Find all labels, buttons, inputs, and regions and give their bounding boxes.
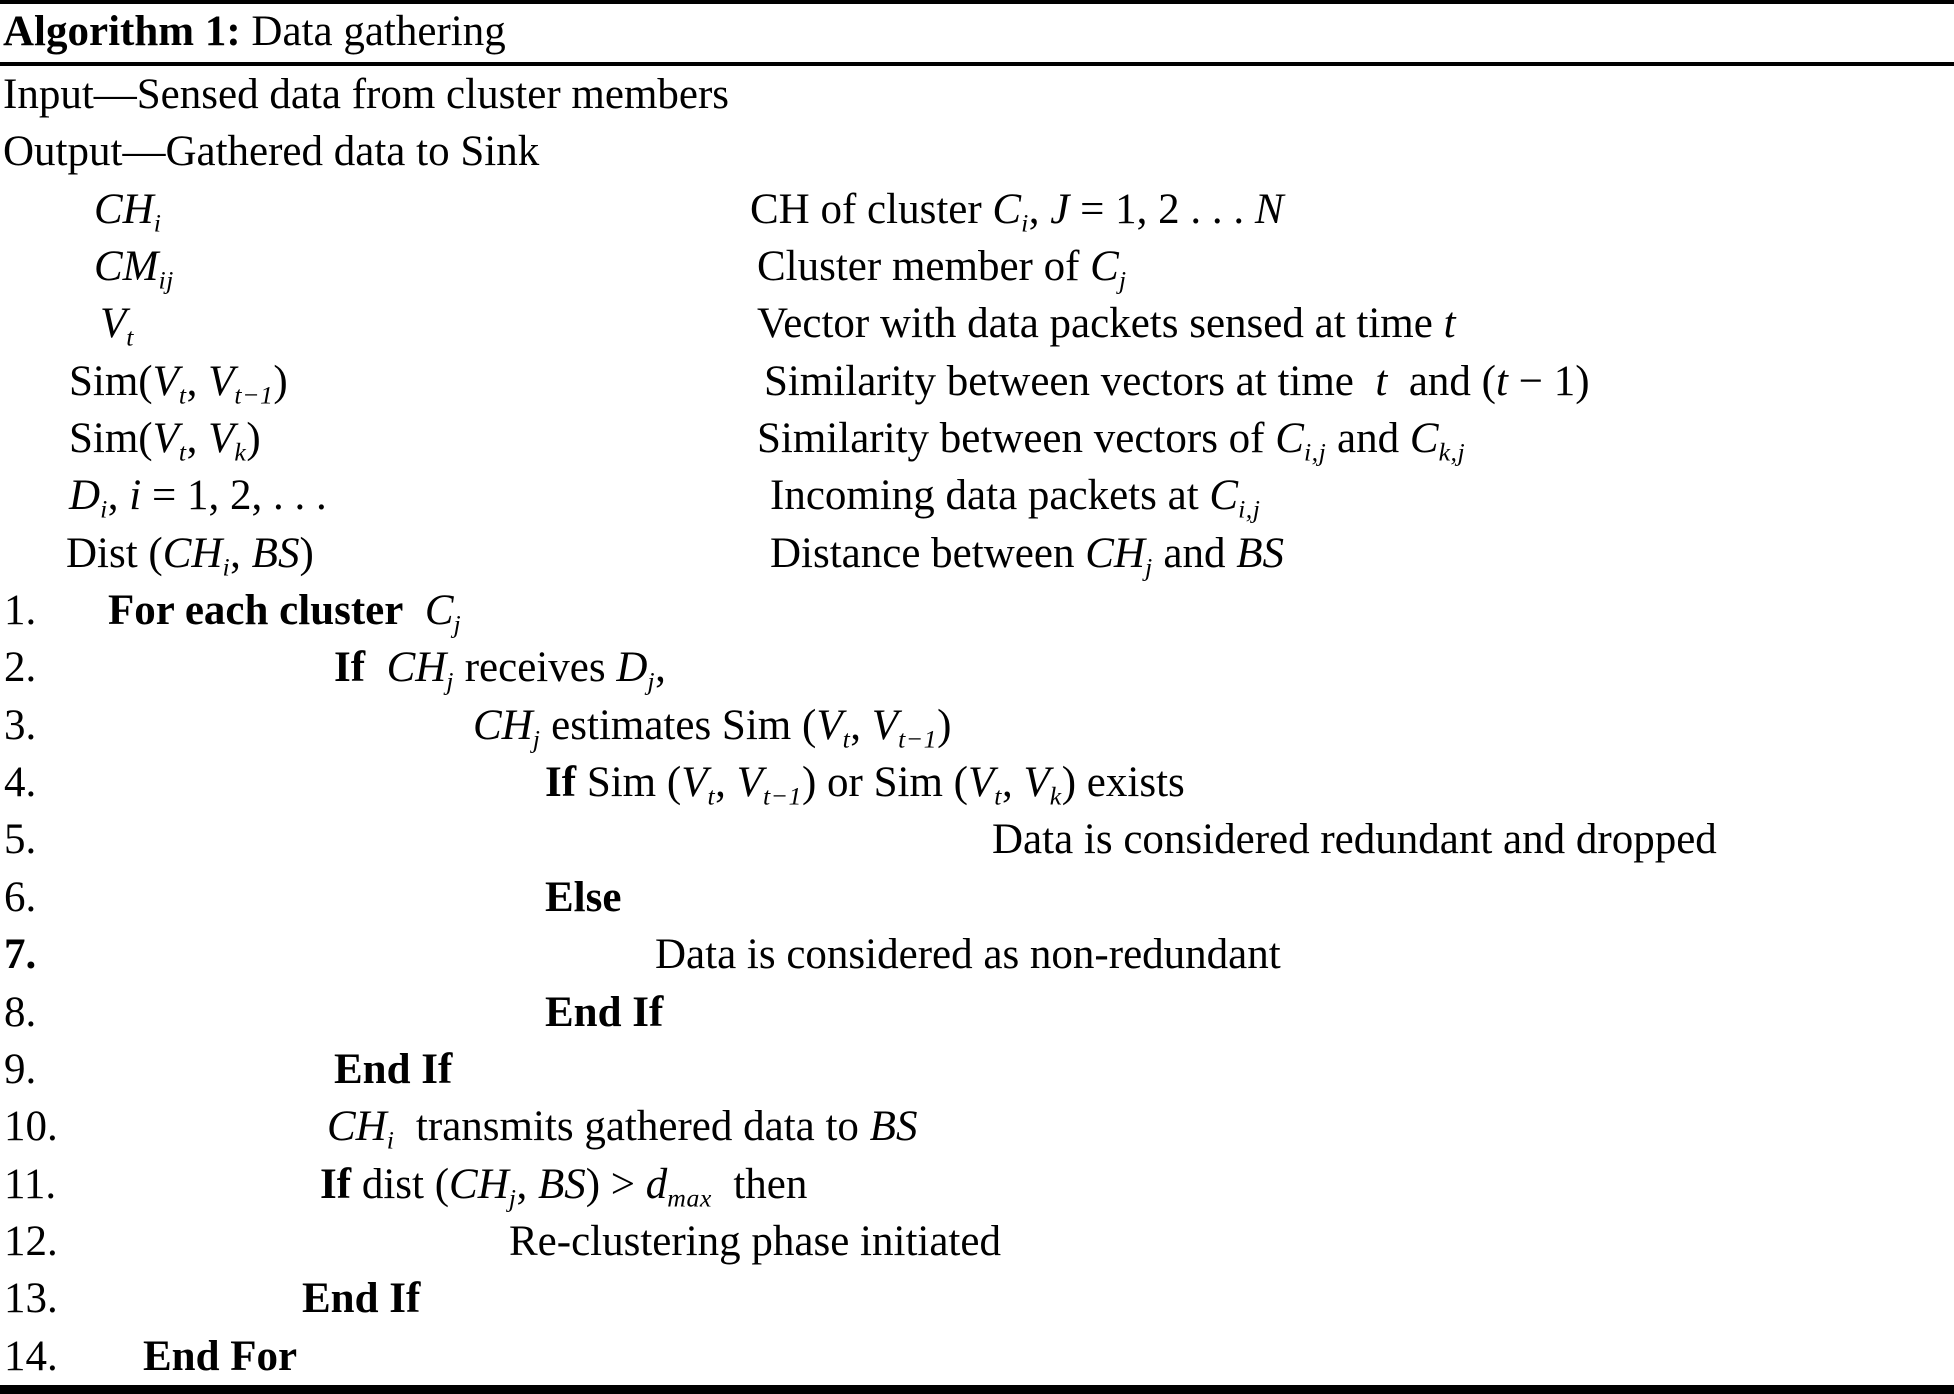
text-segment: i	[222, 552, 231, 582]
text-segment: ,	[230, 529, 252, 577]
text-segment: )	[273, 357, 288, 405]
step-content	[302, 1270, 420, 1327]
text-segment: i	[100, 494, 108, 524]
text-segment: max	[667, 1183, 712, 1213]
text-segment: Similarity between vectors at time	[764, 357, 1376, 405]
text-segment: ) >	[585, 1160, 646, 1208]
text-segment: BS	[537, 1160, 586, 1208]
step-number: 1.	[4, 587, 37, 635]
step-content	[143, 1328, 297, 1385]
definition-row	[0, 238, 1954, 295]
step-content	[327, 1098, 917, 1155]
text-segment: CH	[327, 1103, 387, 1151]
step-content	[473, 697, 951, 754]
text-segment: ,	[715, 759, 737, 807]
text-segment: j	[446, 666, 454, 696]
text-segment: i,j	[1303, 437, 1327, 467]
text-segment: J	[1050, 185, 1070, 233]
text-segment: Input—Sensed data from cluster members	[3, 71, 730, 118]
text-segment: Re-clustering phase initiated	[509, 1217, 1001, 1265]
text-segment: Data is considered as non-redundant	[655, 931, 1281, 979]
definition-description	[757, 410, 1465, 467]
text-segment: V	[871, 701, 899, 749]
text-segment: If	[545, 759, 577, 807]
text-segment: V	[208, 415, 235, 463]
step-content	[320, 1156, 807, 1213]
text-segment: ,	[186, 357, 209, 405]
text-segment: ) exists	[1061, 759, 1185, 807]
text-segment: k	[1049, 781, 1062, 811]
step-row	[0, 984, 1954, 1041]
text-segment: Incoming data packets at	[770, 472, 1210, 520]
text-segment: CH	[473, 701, 533, 749]
step-number: 10.	[4, 1103, 58, 1151]
text-segment: j	[532, 724, 541, 754]
text-segment: t−1	[898, 724, 938, 754]
text-segment: D	[69, 472, 101, 520]
text-segment: d	[645, 1160, 668, 1208]
text-segment: transmits gathered data to	[394, 1103, 870, 1151]
step-row	[0, 1213, 1954, 1270]
definition-row	[0, 295, 1954, 352]
step-row	[0, 869, 1954, 926]
step-number: 4.	[4, 759, 37, 807]
text-segment: and (	[1387, 357, 1496, 405]
step-row	[0, 697, 1954, 754]
text-segment	[365, 644, 387, 691]
text-segment: )	[299, 529, 314, 577]
text-segment: V	[100, 300, 127, 348]
text-segment: ,	[516, 1160, 538, 1208]
text-segment: For each cluster	[108, 587, 404, 635]
definition-symbol	[69, 353, 288, 410]
text-segment: i	[386, 1125, 395, 1155]
text-segment: t	[1496, 357, 1508, 405]
definition-description	[764, 353, 1590, 410]
text-segment: BS	[251, 529, 300, 577]
text-segment: t	[994, 781, 1002, 811]
text-segment: End If	[545, 988, 664, 1036]
text-segment: i	[129, 472, 142, 520]
definition-symbol	[94, 238, 174, 295]
text-segment: C	[1409, 415, 1439, 463]
text-segment: CH	[449, 1160, 509, 1208]
text-segment: D	[616, 644, 648, 692]
text-segment: Vector with data packets sensed at time	[757, 300, 1444, 348]
text-segment: receives	[453, 644, 617, 692]
step-number: 13.	[4, 1275, 58, 1323]
text-segment: j	[1118, 265, 1127, 295]
text-segment: Sim (	[576, 759, 682, 807]
step-row	[0, 1328, 1954, 1385]
text-segment: CH	[1085, 529, 1145, 577]
definition-row	[0, 410, 1954, 467]
step-content	[992, 811, 1717, 868]
step-content	[545, 984, 663, 1041]
step-number: 8.	[4, 988, 37, 1036]
step-number: 2.	[4, 644, 37, 692]
definition-description	[770, 525, 1284, 582]
text-segment: End If	[334, 1045, 453, 1093]
text-segment	[403, 587, 425, 634]
text-segment: V	[968, 759, 995, 807]
text-segment: = 1, 2 . . .	[1069, 185, 1255, 233]
text-segment: i,j	[1238, 494, 1261, 524]
text-segment: t	[178, 380, 187, 410]
text-segment: and	[1152, 529, 1237, 577]
text-segment: t−1	[762, 781, 802, 811]
text-segment: If	[334, 644, 366, 692]
step-content	[545, 869, 621, 926]
definitions-section	[0, 181, 1954, 582]
step-number: 11.	[4, 1160, 57, 1208]
text-segment: BS	[1236, 529, 1284, 577]
text-segment: ,	[1028, 185, 1051, 233]
text-segment: = 1, 2, . . .	[141, 472, 327, 520]
text-segment: t−1	[234, 380, 274, 410]
step-row	[0, 926, 1954, 983]
step-row	[0, 811, 1954, 868]
definition-description	[757, 238, 1127, 295]
text-segment: j	[508, 1183, 517, 1213]
step-content	[334, 1041, 452, 1098]
algorithm-header	[0, 4, 1954, 66]
text-segment: t	[1375, 357, 1388, 405]
text-segment: N	[1254, 185, 1284, 233]
definition-description	[770, 467, 1260, 524]
text-segment: ij	[158, 265, 174, 295]
definition-symbol	[69, 410, 261, 467]
text-segment: End For	[143, 1332, 298, 1380]
text-segment: ,	[107, 472, 130, 520]
definition-row	[0, 525, 1954, 582]
step-number: 14.	[4, 1332, 58, 1380]
text-segment: C	[1275, 415, 1304, 463]
text-segment: V	[1023, 759, 1050, 807]
definition-symbol	[69, 467, 327, 524]
io-line	[0, 123, 1954, 180]
text-segment: Dist (	[66, 529, 163, 577]
step-content	[334, 639, 666, 696]
definition-symbol	[66, 525, 314, 582]
step-content	[509, 1213, 1001, 1270]
steps-section	[0, 582, 1954, 1385]
text-segment: V	[152, 415, 179, 463]
step-number: 12.	[4, 1217, 58, 1265]
text-segment: then	[711, 1160, 808, 1208]
algorithm-title: Data gathering	[240, 8, 506, 55]
text-segment: t	[1443, 300, 1456, 348]
step-content	[655, 926, 1281, 983]
text-segment: Distance between	[770, 529, 1086, 577]
text-segment: C	[1090, 243, 1119, 291]
text-segment: C	[1209, 472, 1239, 520]
text-segment: t	[178, 437, 187, 467]
algorithm-number-label: Algorithm 1:	[3, 8, 241, 55]
definition-symbol	[100, 295, 134, 352]
step-row	[0, 1270, 1954, 1327]
step-number: 3.	[4, 701, 37, 749]
step-row	[0, 639, 1954, 696]
step-row	[0, 1156, 1954, 1213]
text-segment: i	[1021, 208, 1029, 238]
text-segment: Sim(	[69, 415, 153, 463]
text-segment: ,	[850, 701, 872, 749]
text-segment: i	[153, 208, 162, 238]
text-segment: j	[1144, 552, 1153, 582]
io-line	[0, 66, 1954, 123]
step-number: 6.	[4, 873, 37, 921]
definition-description	[750, 181, 1284, 238]
text-segment: V	[152, 357, 179, 405]
step-number: 9.	[4, 1045, 37, 1093]
text-segment: C	[992, 185, 1022, 233]
text-segment: t	[707, 781, 716, 811]
text-segment: Data is considered redundant and dropped	[992, 816, 1717, 864]
text-segment: End If	[302, 1275, 421, 1323]
text-segment: dist (	[351, 1160, 450, 1208]
definition-description	[757, 295, 1456, 352]
text-segment: CH	[94, 185, 154, 233]
text-segment: )	[937, 701, 952, 749]
definition-row	[0, 353, 1954, 410]
text-segment: ,	[186, 415, 209, 463]
definition-row	[0, 181, 1954, 238]
step-number: 5.	[4, 816, 37, 864]
text-segment: V	[208, 357, 235, 405]
step-row	[0, 582, 1954, 639]
text-segment: k,j	[1438, 437, 1466, 467]
text-segment: j	[647, 666, 656, 696]
text-segment: ,	[1001, 759, 1024, 807]
definition-row	[0, 467, 1954, 524]
text-segment: CM	[94, 243, 159, 291]
text-segment: Sim(	[69, 357, 153, 405]
text-segment: CH	[386, 644, 447, 692]
text-segment: and	[1326, 415, 1410, 463]
step-row	[0, 754, 1954, 811]
text-segment: j	[453, 609, 462, 639]
step-row	[0, 1041, 1954, 1098]
text-segment: t	[842, 724, 851, 754]
text-segment: estimates Sim (	[540, 701, 817, 749]
text-segment: t	[126, 322, 134, 352]
text-segment: Similarity between vectors of	[757, 415, 1276, 463]
text-segment: If	[320, 1160, 352, 1208]
step-content	[545, 754, 1185, 811]
text-segment: V	[816, 701, 843, 749]
text-segment: k	[234, 437, 247, 467]
text-segment: CH of cluster	[750, 185, 993, 233]
text-segment: ,	[655, 644, 666, 692]
text-segment: Output—Gathered data to Sink	[3, 128, 540, 176]
text-segment: Cluster member of	[757, 243, 1091, 291]
text-segment: V	[681, 759, 708, 807]
text-segment: Else	[545, 873, 622, 921]
definition-symbol	[94, 181, 161, 238]
text-segment: − 1)	[1507, 357, 1590, 405]
text-segment: C	[424, 587, 454, 635]
text-segment: CH	[162, 529, 223, 577]
text-segment: V	[736, 759, 763, 807]
text-segment: BS	[869, 1103, 918, 1151]
text-segment: ) or Sim (	[801, 759, 969, 807]
io-section	[0, 66, 1954, 181]
step-row	[0, 1098, 1954, 1155]
step-number: 7.	[4, 931, 37, 979]
step-content	[108, 582, 461, 639]
text-segment: )	[246, 415, 261, 463]
